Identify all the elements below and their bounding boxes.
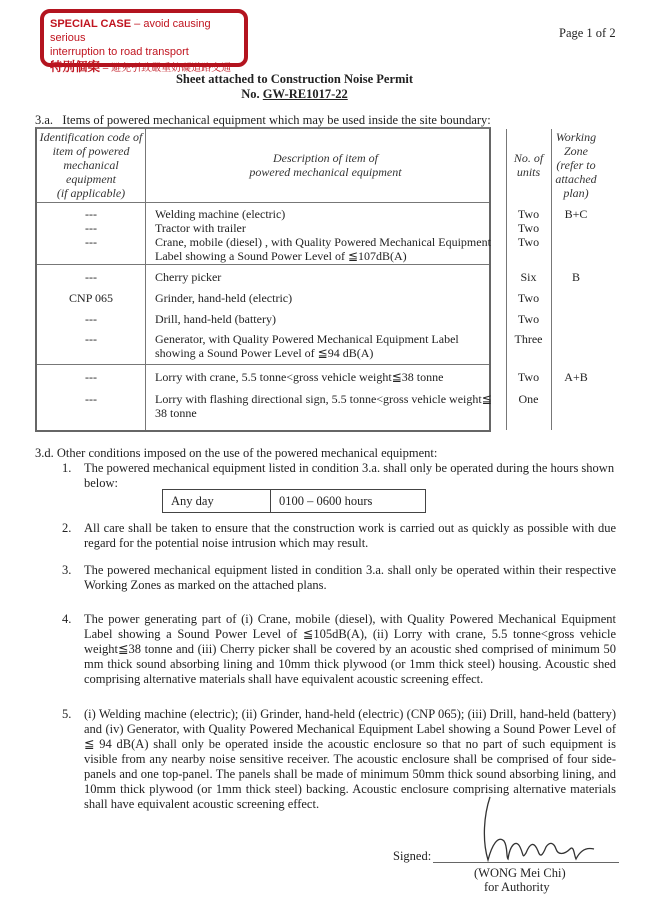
- table-row-units: Six: [520, 270, 537, 284]
- table-row-zone: A+B: [564, 370, 588, 384]
- table-row-code: CNP 065: [69, 291, 113, 305]
- page-number: Page 1 of 2: [559, 26, 616, 40]
- table-row-units: Two: [517, 291, 540, 305]
- condition-text: All care shall be taken to ensure that the construction work is carried out as quickly as possible with due regard for the potential noise intrusion which may result.: [84, 521, 616, 550]
- table-row-units: Two: [517, 221, 540, 235]
- table-row-description: Drill, hand-held (battery): [155, 312, 276, 326]
- condition-number: 3.: [62, 563, 72, 577]
- table-row-zone: B: [571, 270, 580, 284]
- table-row-description: Lorry with crane, 5.5 tonne<gross vehicle weight≦38 tonne: [155, 370, 444, 384]
- table-row-description: Welding machine (electric): [155, 207, 286, 221]
- header-id-code-line: item of powered: [52, 144, 130, 158]
- hours-range: 0100 – 0600 hours: [279, 494, 373, 508]
- condition-number: 1.: [62, 461, 72, 475]
- permit-number-value: GW-RE1017-22: [262, 87, 348, 101]
- section-3a-heading: 3.a. Items of powered mechanical equipment which may be used inside the site boundary:: [35, 113, 491, 127]
- table-row-description: Cherry picker: [155, 270, 222, 284]
- header-id-code-line: Identification code of: [39, 130, 143, 144]
- table-row-zone: B+C: [564, 207, 588, 221]
- table-row-code: ---: [85, 270, 97, 284]
- header-zone-line: Zone: [564, 144, 588, 158]
- signatory-name: (WONG Mei Chi): [474, 866, 566, 880]
- table-row-units: Two: [517, 370, 540, 384]
- table-row-code: ---: [85, 221, 97, 235]
- condition-4: [62, 612, 616, 687]
- table-row-description: Generator, with Quality Powered Mechanical Equipment Label: [155, 332, 459, 346]
- row-divider: [37, 364, 489, 365]
- header-id-code-line: mechanical: [63, 158, 119, 172]
- permit-number: [0, 87, 619, 102]
- condition-text: The power generating part of (i) Crane, mobile (diesel), with Quality Powered Mechanical Equipment Label showing a Sound Power Level of ≦105dB(A), (ii) Lorry with crane, 5.5 tonne<gross vehicle weight≦38 tonne and (iii) Cherry picker shall be covered by an acoustic shed comprised of minimum 50 mm thick sound absorbing lining and 10mm thick plywood (or 1mm thick steel) housing. Acoustic shed comprising alternative materials shall have equivalent acoustic screening effect.: [84, 612, 616, 686]
- condition-2: [62, 521, 616, 551]
- table-row-description: Tractor with trailer: [155, 221, 246, 235]
- banner-label-bold: SPECIAL CASE: [50, 18, 132, 30]
- condition-number: 2.: [62, 521, 72, 535]
- table-row-description: Crane, mobile (diesel) , with Quality Powered Mechanical Equipment: [155, 235, 491, 249]
- row-divider: [37, 264, 489, 265]
- table-row-description-cont: 38 tonne: [155, 406, 197, 420]
- row-divider: [37, 202, 489, 203]
- table-row-code: ---: [85, 235, 97, 249]
- table-row-code: ---: [85, 392, 97, 406]
- banner-line-1: [50, 17, 238, 45]
- table-row-description: Grinder, hand-held (electric): [155, 291, 293, 305]
- header-zone-line: Working: [555, 130, 597, 144]
- table-row-code: ---: [85, 370, 97, 384]
- equipment-table: [35, 127, 597, 432]
- header-zone-line: attached: [555, 172, 597, 186]
- document-title: Sheet attached to Construction Noise Permit: [175, 72, 414, 86]
- header-description-line: Description of item of: [273, 151, 378, 165]
- header-units-line: No. of: [513, 151, 544, 165]
- header-working-zone: [551, 130, 601, 200]
- header-zone-line: (refer to: [556, 158, 596, 172]
- table-row-code: ---: [85, 207, 97, 221]
- banner-label-rest: – avoid causing serious: [50, 18, 211, 44]
- hours-day: Any day: [163, 490, 271, 512]
- header-id-code: [37, 130, 145, 200]
- table-row-units: One: [518, 392, 539, 406]
- header-zone-line: plan): [563, 186, 589, 200]
- condition-number: 4.: [62, 612, 72, 626]
- permit-number-prefix: No.: [241, 87, 263, 101]
- signature-line: [433, 862, 619, 863]
- header-units: [506, 151, 551, 179]
- signatory-role: for Authority: [484, 880, 550, 894]
- condition-1: [62, 461, 616, 491]
- table-row-description: Lorry with flashing directional sign, 5.5 tonne<gross vehicle weight≦: [155, 392, 492, 406]
- banner-chinese-rest: – 避免引致嚴重妨礙道路交通: [100, 63, 232, 74]
- handwritten-signature: [470, 795, 610, 865]
- header-description-line: powered mechanical equipment: [249, 165, 402, 179]
- table-row-units: Three: [514, 332, 543, 346]
- header-description: [145, 151, 506, 179]
- table-row-code: ---: [85, 332, 97, 346]
- table-row-units: Two: [517, 235, 540, 249]
- hours-table: [162, 489, 426, 513]
- header-units-line: units: [516, 165, 541, 179]
- table-row-description-cont: showing a Sound Power Level of ≦94 dB(A): [155, 346, 374, 360]
- condition-text: (i) Welding machine (electric); (ii) Grinder, hand-held (electric) (CNP 065); (iii) Drill, hand-held (battery) and (iv) Generator, with Quality Powered Mechanical Equipment Label showing a Sound Power Level of ≦ 94 dB(A) shall only be operated inside the acoustic enclosure so that no part of such equipment is visible from any nearby noise sensitive receiver. The acoustic enclosure shall be comprised of four side-panels and one top-panel. The panels shall be made of minimum 50mm thick sound absorbing lining, and 10mm thick plywood (or 1mm thick steel) backing. Acoustic enclosure comprising alternative materials shall have equivalent acoustic screening effect.: [84, 707, 616, 811]
- special-case-banner: [40, 9, 248, 74]
- condition-number: 5.: [62, 707, 72, 721]
- table-row-units: Two: [517, 207, 540, 221]
- section-3d-heading: 3.d. Other conditions imposed on the use of the powered mechanical equipment:: [35, 446, 438, 460]
- condition-3: [62, 563, 616, 593]
- table-row-code: ---: [85, 312, 97, 326]
- table-row-description-cont: Label showing a Sound Power Level of ≦107dB(A): [155, 249, 407, 263]
- condition-text: The powered mechanical equipment listed in condition 3.a. shall only be operated during the hours shown below:: [84, 461, 615, 490]
- condition-text: The powered mechanical equipment listed in condition 3.a. shall only be operated within their respective Working Zones as marked on the attached plans.: [84, 563, 616, 592]
- banner-line-2: interruption to road transport: [50, 46, 189, 58]
- header-id-code-line: equipment: [66, 172, 116, 186]
- table-row-units: Two: [517, 312, 540, 326]
- banner-chinese-bold: 特別個案: [50, 60, 101, 74]
- signed-label: Signed:: [393, 849, 432, 863]
- header-id-code-line: (if applicable): [56, 186, 126, 200]
